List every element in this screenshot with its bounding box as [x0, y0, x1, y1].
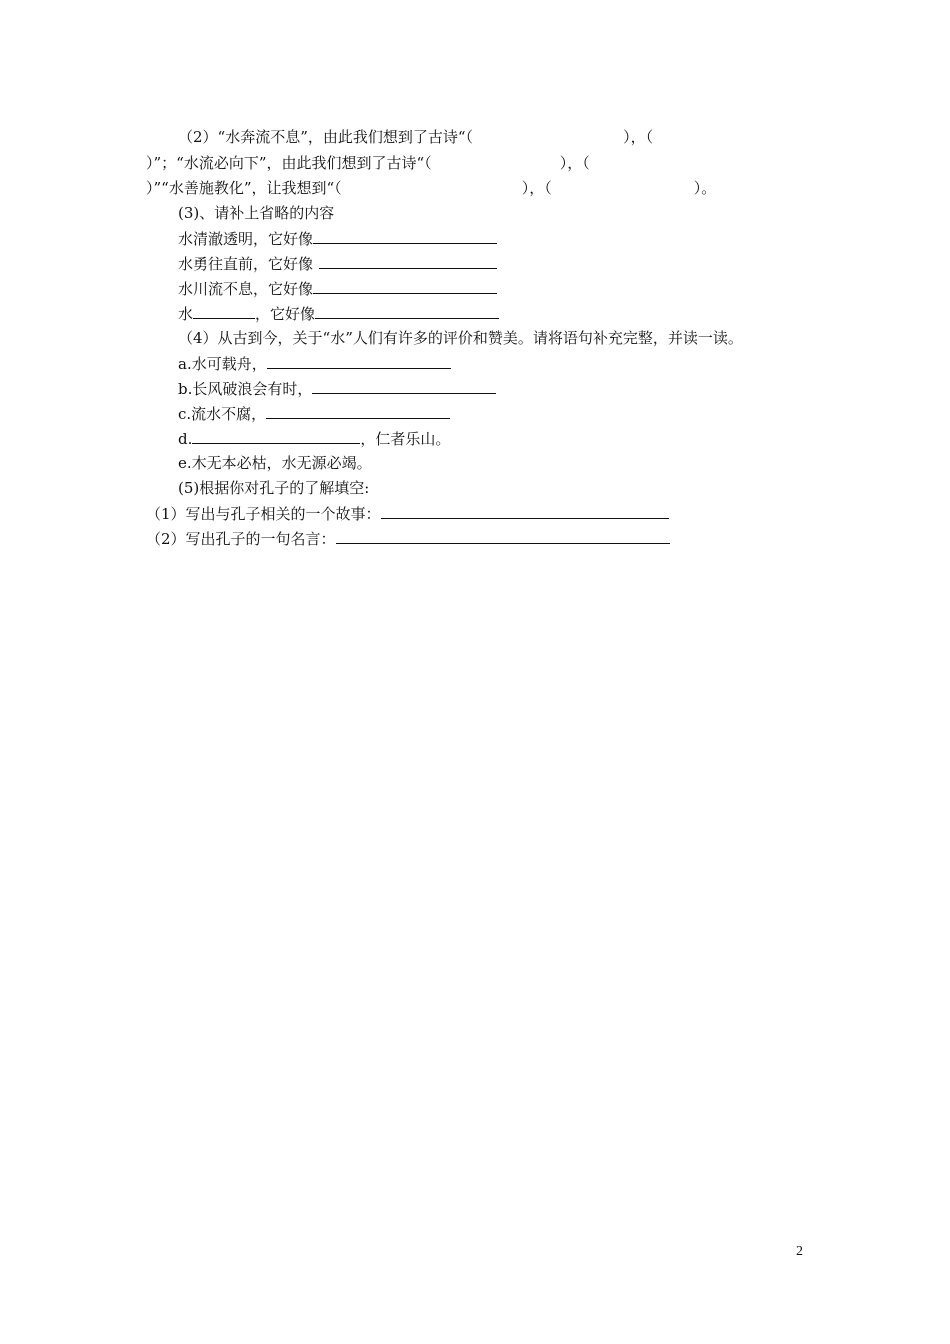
answer-blank[interactable] — [193, 303, 255, 319]
question-5-item-1 — [146, 503, 669, 524]
question-4-item-c — [178, 403, 450, 424]
q4-item-text: a.水可载舟， — [178, 355, 267, 373]
q5-item-text: （1）写出与孔子相关的一个故事： — [146, 505, 381, 523]
answer-blank[interactable] — [381, 503, 669, 519]
question-5-title: (5)根据你对孔子的了解填空: — [178, 479, 370, 497]
q2-text: ），（ — [559, 154, 590, 172]
question-5-item-2 — [146, 528, 670, 549]
answer-blank[interactable] — [313, 228, 497, 244]
answer-blank[interactable] — [192, 428, 360, 444]
q2-text: （2）“水奔流不息”，由此我们想到了古诗“（ — [178, 128, 474, 146]
q2-text: ），（ — [623, 128, 654, 146]
question-4-title: （4）从古到今，关于“水”人们有许多的评价和赞美。请将语句补充完整，并读一读。 — [178, 329, 743, 347]
question-2-line-2 — [146, 153, 590, 173]
question-2-line-1 — [178, 127, 653, 147]
q5-item-text: （2）写出孔子的一句名言： — [146, 530, 336, 548]
q3-item-text: 水 — [178, 305, 194, 323]
question-3-item-3 — [178, 278, 497, 299]
question-3-item-1 — [178, 228, 497, 249]
q3-item-text: 水川流不息，它好像 — [178, 280, 314, 298]
question-2-line-3 — [146, 178, 716, 198]
answer-blank[interactable] — [266, 403, 450, 419]
q4-item-text: c.流水不腐， — [178, 405, 267, 423]
question-3-item-2 — [178, 253, 497, 274]
q2-text: ）。 — [693, 179, 717, 197]
question-4-item-a — [178, 353, 451, 374]
question-3-title: (3)、请补上省略的内容 — [178, 204, 335, 222]
q3-item-text: 水勇往直前，它好像 — [178, 255, 314, 273]
question-4-item-b — [178, 378, 496, 399]
question-4-item-e: e.木无本必枯，水无源必竭。 — [178, 454, 372, 472]
q3-item-text: 水清澈透明，它好像 — [178, 230, 314, 248]
q4-item-text: ，仁者乐山。 — [360, 430, 451, 448]
q2-text: ），（ — [521, 179, 552, 197]
answer-blank[interactable] — [313, 278, 497, 294]
q4-item-text: d. — [178, 430, 193, 448]
question-4-item-d — [178, 428, 450, 449]
question-3-item-4 — [178, 303, 499, 324]
q3-item-text: ，它好像 — [255, 305, 316, 323]
answer-blank[interactable] — [315, 303, 499, 319]
answer-blank[interactable] — [336, 528, 670, 544]
page-number: 2 — [796, 1244, 803, 1259]
answer-blank[interactable] — [319, 253, 497, 269]
q2-text: ）”；“水流必向下”，由此我们想到了古诗“（ — [146, 154, 432, 172]
q2-text: ）”“水善施教化”，让我想到“（ — [146, 179, 342, 197]
q4-item-text: b.长风破浪会有时， — [178, 380, 313, 398]
answer-blank[interactable] — [312, 378, 496, 394]
answer-blank[interactable] — [267, 353, 451, 369]
